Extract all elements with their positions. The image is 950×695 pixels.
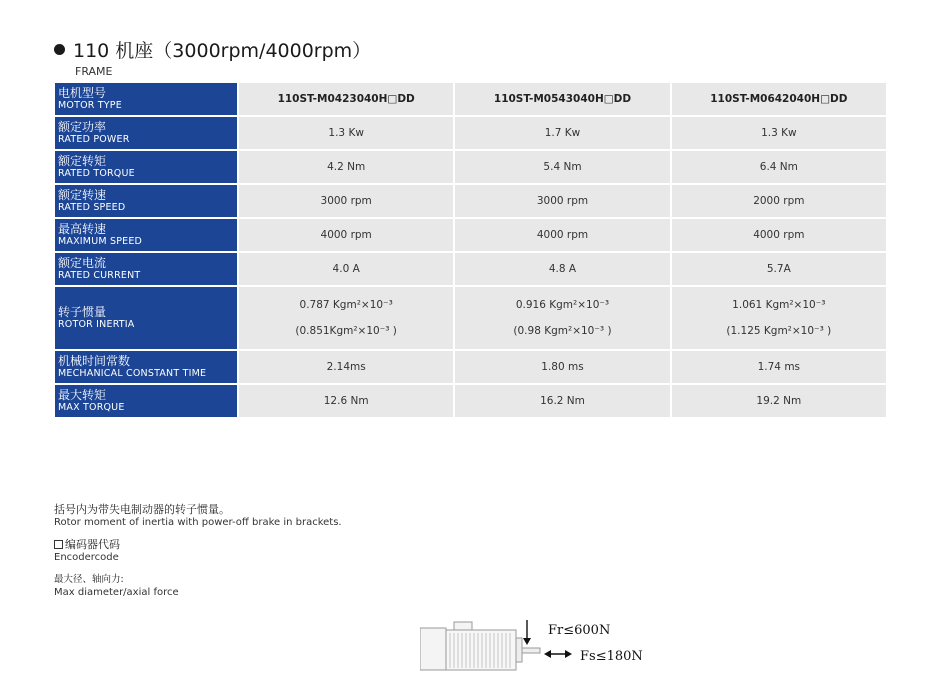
label-en: RATED SPEED bbox=[58, 202, 126, 213]
label-en: RATED POWER bbox=[58, 134, 130, 145]
value-cell: 4000 rpm bbox=[672, 219, 886, 251]
value-cell: 3000 rpm bbox=[239, 185, 453, 217]
axial-force-label: Fs≤180N bbox=[580, 649, 643, 664]
value-cell: 1.7 Kw bbox=[455, 117, 669, 149]
label-en: MAX TORQUE bbox=[58, 402, 125, 413]
label-en: MAXIMUM SPEED bbox=[58, 236, 143, 247]
row-label bbox=[55, 151, 237, 183]
section-subtitle: FRAME bbox=[75, 65, 113, 78]
label-zh: 转子惯量 bbox=[58, 305, 107, 319]
value-cell: 4000 rpm bbox=[239, 219, 453, 251]
label-zh: 额定电流 bbox=[58, 256, 107, 270]
table-row bbox=[55, 351, 886, 383]
table-row bbox=[55, 185, 886, 217]
label-zh: 最大转矩 bbox=[58, 388, 107, 402]
value-cell: 4.0 A bbox=[239, 253, 453, 285]
model-cell: 110ST-M0642040H□DD bbox=[672, 83, 886, 115]
note-force-en: Max diameter/axial force bbox=[54, 587, 179, 598]
row-label bbox=[55, 253, 237, 285]
motor-diagram-icon bbox=[420, 618, 550, 688]
value-cell: 1.74 ms bbox=[672, 351, 886, 383]
row-label bbox=[55, 117, 237, 149]
label-en: MOTOR TYPE bbox=[58, 100, 122, 111]
note-bracket-en: Rotor moment of inertia with power-off brake in brackets. bbox=[54, 517, 342, 528]
value-cell: 5.7A bbox=[672, 253, 886, 285]
value-cell: 6.4 Nm bbox=[672, 151, 886, 183]
row-label bbox=[55, 351, 237, 383]
value-cell: 2.14ms bbox=[239, 351, 453, 383]
table-row-inertia bbox=[55, 287, 886, 349]
value-cell: 1.3 Kw bbox=[239, 117, 453, 149]
row-label bbox=[55, 385, 237, 417]
value-cell: 4.8 A bbox=[455, 253, 669, 285]
section-title bbox=[54, 36, 371, 63]
value-cell: 12.6 Nm bbox=[239, 385, 453, 417]
inertia-main: 0.916 Kgm²×10⁻³ bbox=[515, 299, 610, 311]
value-cell bbox=[239, 287, 453, 349]
label-zh: 额定转矩 bbox=[58, 154, 107, 168]
table-row bbox=[55, 117, 886, 149]
row-label bbox=[55, 185, 237, 217]
label-zh: 机械时间常数 bbox=[58, 354, 131, 368]
radial-force-label: Fr≤600N bbox=[548, 623, 611, 638]
value-cell bbox=[455, 287, 669, 349]
inertia-brake: (0.98 Kgm²×10⁻³ ) bbox=[513, 325, 612, 337]
note-encoder-zh: 编码器代码 bbox=[65, 538, 120, 551]
model-cell: 110ST-M0423040H□DD bbox=[239, 83, 453, 115]
note-encoder-en: Encodercode bbox=[54, 552, 119, 563]
value-cell: 2000 rpm bbox=[672, 185, 886, 217]
value-cell: 1.80 ms bbox=[455, 351, 669, 383]
note-bracket-zh: 括号内为带失电制动器的转子惯量。 bbox=[54, 503, 230, 516]
value-cell: 4000 rpm bbox=[455, 219, 669, 251]
note-bracket bbox=[54, 503, 342, 529]
label-en: MECHANICAL CONSTANT TIME bbox=[58, 368, 207, 379]
table-row bbox=[55, 151, 886, 183]
value-cell: 19.2 Nm bbox=[672, 385, 886, 417]
value-cell: 1.3 Kw bbox=[672, 117, 886, 149]
row-label bbox=[55, 83, 237, 115]
inertia-main: 0.787 Kgm²×10⁻³ bbox=[299, 299, 393, 311]
double-arrow-icon bbox=[544, 649, 572, 659]
section-title-text: 110 机座（3000rpm/4000rpm） bbox=[73, 40, 372, 62]
value-cell bbox=[672, 287, 886, 349]
value-cell: 5.4 Nm bbox=[455, 151, 669, 183]
label-en: RATED CURRENT bbox=[58, 270, 141, 281]
row-label bbox=[55, 219, 237, 251]
table-row bbox=[55, 219, 886, 251]
label-zh: 电机型号 bbox=[58, 86, 107, 100]
bullet-icon bbox=[54, 44, 65, 55]
value-cell: 4.2 Nm bbox=[239, 151, 453, 183]
model-cell: 110ST-M0543040H□DD bbox=[455, 83, 669, 115]
label-zh: 最高转速 bbox=[58, 222, 107, 236]
spec-table bbox=[53, 81, 888, 419]
notes bbox=[54, 503, 342, 608]
label-zh: 额定功率 bbox=[58, 120, 107, 134]
row-label bbox=[55, 287, 237, 349]
label-zh: 额定转速 bbox=[58, 188, 107, 202]
value-cell: 16.2 Nm bbox=[455, 385, 669, 417]
note-encoder-zh-line bbox=[54, 538, 342, 551]
table-header-row bbox=[55, 83, 886, 115]
inertia-brake: (1.125 Kgm²×10⁻³ ) bbox=[726, 325, 832, 337]
note-encoder bbox=[54, 538, 342, 564]
checkbox-square-icon bbox=[54, 540, 63, 549]
section-heading bbox=[54, 36, 371, 78]
note-force-zh: 最大径、轴向力: bbox=[54, 574, 124, 585]
table-row bbox=[55, 253, 886, 285]
inertia-main: 1.061 Kgm²×10⁻³ bbox=[732, 299, 826, 311]
note-force bbox=[54, 573, 342, 599]
label-en: ROTOR INERTIA bbox=[58, 319, 135, 330]
label-en: RATED TORQUE bbox=[58, 168, 135, 179]
table-row bbox=[55, 385, 886, 417]
value-cell: 3000 rpm bbox=[455, 185, 669, 217]
inertia-brake: (0.851Kgm²×10⁻³ ) bbox=[295, 325, 397, 337]
